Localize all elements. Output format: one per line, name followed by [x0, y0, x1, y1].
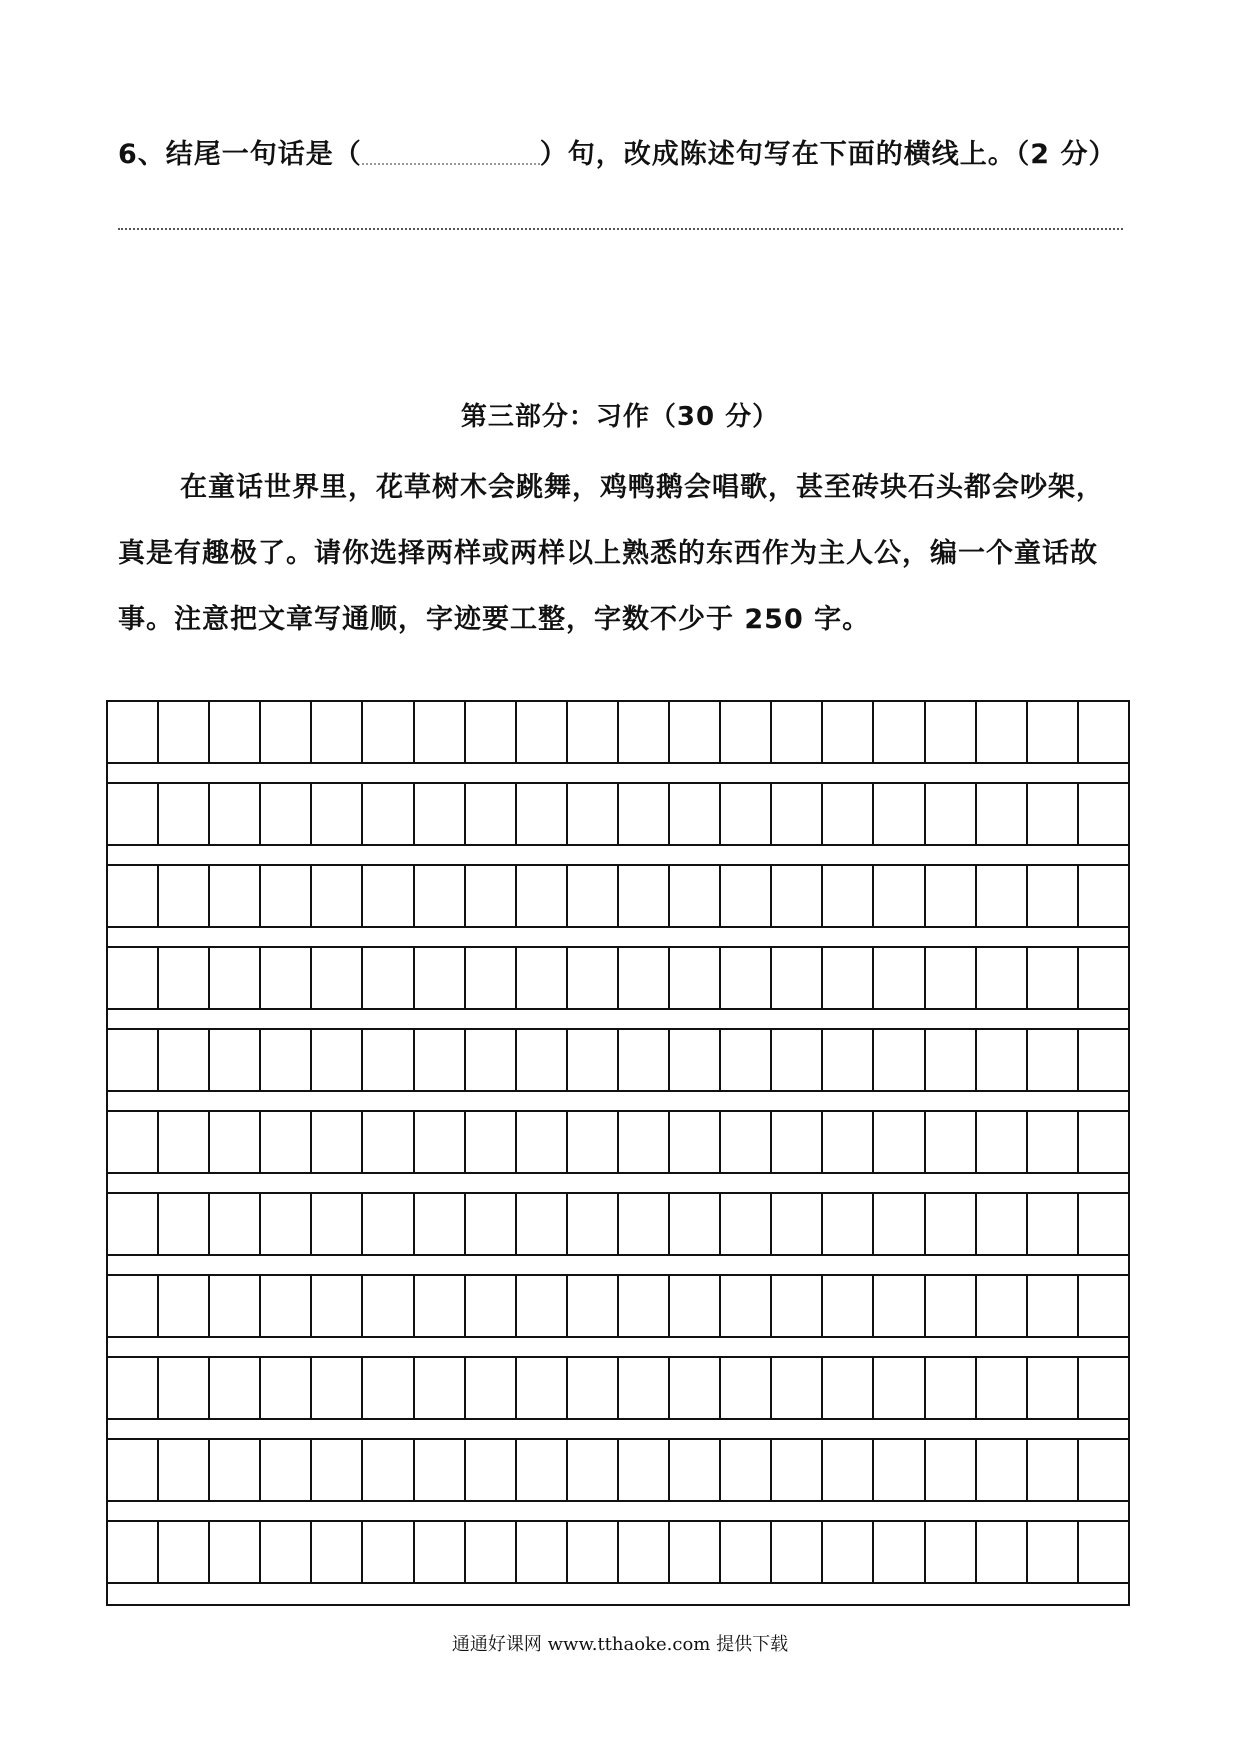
grid-cell[interactable]	[466, 702, 517, 762]
grid-cell[interactable]	[517, 1522, 568, 1582]
grid-cell[interactable]	[721, 1030, 772, 1090]
grid-rule-line	[108, 1172, 1128, 1174]
grid-cell[interactable]	[977, 1030, 1028, 1090]
grid-cell[interactable]	[721, 866, 772, 926]
grid-rule-line	[108, 762, 1128, 764]
grid-cell[interactable]	[926, 784, 977, 844]
grid-cell[interactable]	[619, 948, 670, 1008]
grid-row	[108, 1030, 1128, 1090]
grid-cell[interactable]	[363, 1276, 414, 1336]
grid-cell[interactable]	[619, 1112, 670, 1172]
grid-cell[interactable]	[772, 1276, 823, 1336]
grid-cell[interactable]	[926, 866, 977, 926]
grid-cell[interactable]	[670, 1194, 721, 1254]
writing-prompt: 在童话世界里，花草树木会跳舞，鸡鸭鹅会唱歌，甚至砖块石头都会吵架，真是有趣极了。请你选择两样或两样以上熟悉的东西作为主人公，编一个童话故事。注意把文章写通顺，字迹要工整，字数不少于 250 字。	[118, 472, 1104, 635]
grid-cell[interactable]	[108, 1276, 159, 1336]
grid-cell[interactable]	[977, 1522, 1028, 1582]
grid-cell[interactable]	[568, 1440, 619, 1500]
grid-cell[interactable]	[466, 1440, 517, 1500]
grid-cell[interactable]	[210, 1522, 261, 1582]
grid-cell[interactable]	[108, 1440, 159, 1500]
grid-cell[interactable]	[261, 1112, 312, 1172]
grid-cell[interactable]	[823, 866, 874, 926]
grid-cell[interactable]	[312, 1440, 363, 1500]
grid-cell[interactable]	[1028, 784, 1079, 844]
grid-cell[interactable]	[210, 1030, 261, 1090]
grid-cell[interactable]	[363, 948, 414, 1008]
grid-cell[interactable]	[772, 784, 823, 844]
grid-cell[interactable]	[363, 1440, 414, 1500]
grid-cell[interactable]	[721, 1522, 772, 1582]
grid-cell[interactable]	[210, 702, 261, 762]
grid-cell[interactable]	[874, 1276, 925, 1336]
grid-cell[interactable]	[874, 1440, 925, 1500]
grid-cell[interactable]	[415, 1276, 466, 1336]
grid-cell[interactable]	[210, 866, 261, 926]
grid-cell[interactable]	[261, 702, 312, 762]
grid-cell[interactable]	[874, 948, 925, 1008]
grid-cell[interactable]	[772, 1030, 823, 1090]
grid-cell[interactable]	[108, 1112, 159, 1172]
grid-cell[interactable]	[772, 702, 823, 762]
grid-row	[108, 1358, 1128, 1418]
grid-cell[interactable]	[619, 784, 670, 844]
footer: 通通好课网 www.tthaoke.com 提供下载	[451, 1634, 789, 1655]
grid-cell[interactable]	[977, 702, 1028, 762]
grid-cell[interactable]	[772, 1522, 823, 1582]
grid-cell[interactable]	[312, 1194, 363, 1254]
grid-cell[interactable]	[772, 948, 823, 1008]
grid-cell[interactable]	[1028, 1522, 1079, 1582]
grid-cell[interactable]	[670, 1440, 721, 1500]
grid-cell[interactable]	[568, 948, 619, 1008]
grid-row	[108, 866, 1128, 926]
grid-cell[interactable]	[568, 1276, 619, 1336]
grid-cell[interactable]	[363, 1194, 414, 1254]
grid-row	[108, 1276, 1128, 1336]
answer-blank-inline[interactable]	[362, 141, 540, 165]
grid-cell[interactable]	[108, 784, 159, 844]
grid-cell[interactable]	[874, 702, 925, 762]
grid-cell[interactable]	[108, 866, 159, 926]
grid-cell[interactable]	[874, 1358, 925, 1418]
grid-cell[interactable]	[312, 866, 363, 926]
grid-cell[interactable]	[466, 1276, 517, 1336]
grid-cell[interactable]	[823, 1440, 874, 1500]
grid-cell[interactable]	[312, 1276, 363, 1336]
grid-cell[interactable]	[1028, 1276, 1079, 1336]
grid-cell[interactable]	[466, 1358, 517, 1418]
grid-cell[interactable]	[823, 1358, 874, 1418]
grid-cell[interactable]	[415, 948, 466, 1008]
grid-cell[interactable]	[1079, 1194, 1128, 1254]
grid-cell[interactable]	[823, 1112, 874, 1172]
grid-cell[interactable]	[772, 866, 823, 926]
grid-cell[interactable]	[159, 1440, 210, 1500]
grid-cell[interactable]	[977, 1440, 1028, 1500]
grid-cell[interactable]	[108, 1358, 159, 1418]
grid-row	[108, 702, 1128, 762]
grid-cell[interactable]	[772, 1194, 823, 1254]
grid-cell[interactable]	[1079, 702, 1128, 762]
grid-cell[interactable]	[363, 1522, 414, 1582]
grid-cell[interactable]	[874, 1112, 925, 1172]
grid-cell[interactable]	[772, 1358, 823, 1418]
grid-cell[interactable]	[721, 1194, 772, 1254]
grid-row	[108, 784, 1128, 844]
grid-cell[interactable]	[517, 1112, 568, 1172]
grid-cell[interactable]	[670, 1522, 721, 1582]
grid-cell[interactable]	[312, 784, 363, 844]
grid-cell[interactable]	[108, 1030, 159, 1090]
grid-cell[interactable]	[823, 784, 874, 844]
grid-rule-line	[108, 1336, 1128, 1338]
grid-cell[interactable]	[363, 702, 414, 762]
grid-cell[interactable]	[517, 1194, 568, 1254]
grid-cell[interactable]	[159, 1276, 210, 1336]
grid-cell[interactable]	[415, 1194, 466, 1254]
grid-cell[interactable]	[926, 702, 977, 762]
grid-cell[interactable]	[363, 1358, 414, 1418]
grid-cell[interactable]	[568, 866, 619, 926]
grid-cell[interactable]	[619, 702, 670, 762]
grid-cell[interactable]	[261, 1194, 312, 1254]
grid-cell[interactable]	[261, 866, 312, 926]
grid-cell[interactable]	[466, 866, 517, 926]
grid-cell[interactable]	[108, 1194, 159, 1254]
grid-cell[interactable]	[210, 1112, 261, 1172]
grid-cell[interactable]	[1079, 948, 1128, 1008]
grid-cell[interactable]	[261, 1276, 312, 1336]
grid-rule-line	[108, 1254, 1128, 1256]
grid-cell[interactable]	[670, 1276, 721, 1336]
grid-row	[108, 1440, 1128, 1500]
grid-cell[interactable]	[721, 1440, 772, 1500]
section-title: 第三部分：习作（30 分）	[460, 402, 780, 432]
grid-cell[interactable]	[466, 1112, 517, 1172]
grid-cell[interactable]	[619, 1194, 670, 1254]
grid-cell[interactable]	[415, 702, 466, 762]
grid-cell[interactable]	[568, 1358, 619, 1418]
grid-cell[interactable]	[874, 1194, 925, 1254]
grid-cell[interactable]	[415, 1440, 466, 1500]
grid-cell[interactable]	[977, 1112, 1028, 1172]
grid-cell[interactable]	[1079, 1030, 1128, 1090]
writing-grid[interactable]	[106, 700, 1130, 1606]
grid-row	[108, 1522, 1128, 1582]
grid-cell[interactable]	[1028, 1358, 1079, 1418]
grid-cell[interactable]	[466, 784, 517, 844]
grid-cell[interactable]	[874, 784, 925, 844]
grid-cell[interactable]	[159, 702, 210, 762]
grid-cell[interactable]	[261, 948, 312, 1008]
grid-cell[interactable]	[210, 1358, 261, 1418]
grid-rule-line	[108, 1500, 1128, 1502]
grid-cell[interactable]	[159, 1112, 210, 1172]
grid-cell[interactable]	[415, 1030, 466, 1090]
grid-cell[interactable]	[312, 702, 363, 762]
grid-cell[interactable]	[977, 948, 1028, 1008]
grid-cell[interactable]	[108, 1522, 159, 1582]
grid-cell[interactable]	[415, 1522, 466, 1582]
grid-cell[interactable]	[517, 866, 568, 926]
grid-cell[interactable]	[517, 702, 568, 762]
grid-cell[interactable]	[823, 1030, 874, 1090]
grid-cell[interactable]	[363, 784, 414, 844]
grid-cell[interactable]	[619, 1276, 670, 1336]
grid-cell[interactable]	[261, 784, 312, 844]
grid-cell[interactable]	[721, 1112, 772, 1172]
question-6-text-after: ）句，改成陈述句写在下面的横线上。（2 分）	[539, 139, 1117, 170]
grid-cell[interactable]	[823, 702, 874, 762]
grid-cell[interactable]	[1028, 1440, 1079, 1500]
grid-cell[interactable]	[568, 1522, 619, 1582]
grid-cell[interactable]	[210, 784, 261, 844]
grid-rule-line	[108, 1090, 1128, 1092]
grid-cell[interactable]	[210, 1194, 261, 1254]
grid-cell[interactable]	[1028, 1112, 1079, 1172]
grid-cell[interactable]	[977, 1194, 1028, 1254]
grid-cell[interactable]	[466, 1522, 517, 1582]
grid-cell[interactable]	[926, 1030, 977, 1090]
answer-line[interactable]	[118, 228, 1123, 230]
grid-cell[interactable]	[926, 948, 977, 1008]
grid-cell[interactable]	[1079, 1358, 1128, 1418]
grid-cell[interactable]	[1028, 702, 1079, 762]
grid-cell[interactable]	[926, 1358, 977, 1418]
grid-cell[interactable]	[823, 1522, 874, 1582]
grid-cell[interactable]	[312, 1522, 363, 1582]
grid-cell[interactable]	[1079, 1522, 1128, 1582]
grid-cell[interactable]	[926, 1440, 977, 1500]
grid-cell[interactable]	[977, 1358, 1028, 1418]
grid-cell[interactable]	[619, 1440, 670, 1500]
grid-cell[interactable]	[466, 1030, 517, 1090]
grid-cell[interactable]	[210, 948, 261, 1008]
grid-cell[interactable]	[619, 866, 670, 926]
grid-cell[interactable]	[619, 1522, 670, 1582]
grid-cell[interactable]	[823, 1276, 874, 1336]
grid-cell[interactable]	[977, 1276, 1028, 1336]
grid-row	[108, 948, 1128, 1008]
grid-cell[interactable]	[670, 866, 721, 926]
grid-cell[interactable]	[874, 1522, 925, 1582]
grid-cell[interactable]	[670, 1030, 721, 1090]
grid-cell[interactable]	[517, 1440, 568, 1500]
grid-cell[interactable]	[517, 948, 568, 1008]
grid-cell[interactable]	[1079, 1440, 1128, 1500]
grid-cell[interactable]	[1079, 1276, 1128, 1336]
grid-cell[interactable]	[312, 1030, 363, 1090]
grid-cell[interactable]	[721, 784, 772, 844]
grid-cell[interactable]	[1079, 784, 1128, 844]
grid-cell[interactable]	[363, 1112, 414, 1172]
grid-cell[interactable]	[159, 1358, 210, 1418]
grid-cell[interactable]	[159, 1194, 210, 1254]
grid-cell[interactable]	[568, 1112, 619, 1172]
grid-cell[interactable]	[926, 1276, 977, 1336]
grid-cell[interactable]	[415, 1112, 466, 1172]
grid-cell[interactable]	[261, 1440, 312, 1500]
grid-cell[interactable]	[977, 784, 1028, 844]
grid-cell[interactable]	[619, 1358, 670, 1418]
grid-cell[interactable]	[517, 1358, 568, 1418]
grid-cell[interactable]	[619, 1030, 670, 1090]
grid-cell[interactable]	[874, 1030, 925, 1090]
grid-cell[interactable]	[721, 948, 772, 1008]
grid-cell[interactable]	[568, 784, 619, 844]
grid-cell[interactable]	[312, 948, 363, 1008]
grid-cell[interactable]	[159, 1030, 210, 1090]
grid-cell[interactable]	[466, 948, 517, 1008]
grid-cell[interactable]	[1028, 948, 1079, 1008]
grid-cell[interactable]	[108, 948, 159, 1008]
grid-cell[interactable]	[1028, 1194, 1079, 1254]
grid-cell[interactable]	[261, 1358, 312, 1418]
grid-cell[interactable]	[823, 948, 874, 1008]
grid-cell[interactable]	[926, 1112, 977, 1172]
grid-cell[interactable]	[517, 1276, 568, 1336]
grid-cell[interactable]	[261, 1030, 312, 1090]
grid-cell[interactable]	[159, 948, 210, 1008]
grid-cell[interactable]	[312, 1358, 363, 1418]
grid-cell[interactable]	[568, 1194, 619, 1254]
grid-rule-line	[108, 1418, 1128, 1420]
grid-cell[interactable]	[108, 702, 159, 762]
grid-cell[interactable]	[159, 784, 210, 844]
grid-cell[interactable]	[926, 1522, 977, 1582]
grid-cell[interactable]	[1028, 1030, 1079, 1090]
grid-cell[interactable]	[517, 784, 568, 844]
grid-cell[interactable]	[159, 1522, 210, 1582]
question-6-text-before: 6、结尾一句话是（	[118, 139, 362, 170]
grid-cell[interactable]	[670, 948, 721, 1008]
grid-cell[interactable]	[721, 1358, 772, 1418]
grid-cell[interactable]	[363, 866, 414, 926]
grid-cell[interactable]	[823, 1194, 874, 1254]
grid-cell[interactable]	[721, 702, 772, 762]
grid-row	[108, 1112, 1128, 1172]
grid-cell[interactable]	[670, 784, 721, 844]
grid-cell[interactable]	[210, 1276, 261, 1336]
grid-cell[interactable]	[363, 1030, 414, 1090]
grid-cell[interactable]	[874, 866, 925, 926]
grid-cell[interactable]	[670, 1358, 721, 1418]
grid-cell[interactable]	[415, 866, 466, 926]
grid-cell[interactable]	[977, 866, 1028, 926]
grid-cell[interactable]	[926, 1194, 977, 1254]
grid-cell[interactable]	[415, 784, 466, 844]
grid-cell[interactable]	[1028, 866, 1079, 926]
grid-cell[interactable]	[568, 702, 619, 762]
grid-cell[interactable]	[261, 1522, 312, 1582]
grid-cell[interactable]	[415, 1358, 466, 1418]
grid-cell[interactable]	[721, 1276, 772, 1336]
grid-cell[interactable]	[210, 1440, 261, 1500]
grid-cell[interactable]	[312, 1112, 363, 1172]
grid-rule-line	[108, 1582, 1128, 1584]
grid-cell[interactable]	[670, 702, 721, 762]
grid-cell[interactable]	[772, 1440, 823, 1500]
grid-cell[interactable]	[1079, 1112, 1128, 1172]
grid-cell[interactable]	[568, 1030, 619, 1090]
question-6	[118, 132, 1138, 171]
grid-cell[interactable]	[1079, 866, 1128, 926]
grid-cell[interactable]	[670, 1112, 721, 1172]
grid-cell[interactable]	[517, 1030, 568, 1090]
grid-cell[interactable]	[159, 866, 210, 926]
grid-row	[108, 1194, 1128, 1254]
grid-cell[interactable]	[466, 1194, 517, 1254]
grid-rule-line	[108, 1008, 1128, 1010]
grid-rule-line	[108, 926, 1128, 928]
grid-rule-line	[108, 844, 1128, 846]
grid-cell[interactable]	[772, 1112, 823, 1172]
